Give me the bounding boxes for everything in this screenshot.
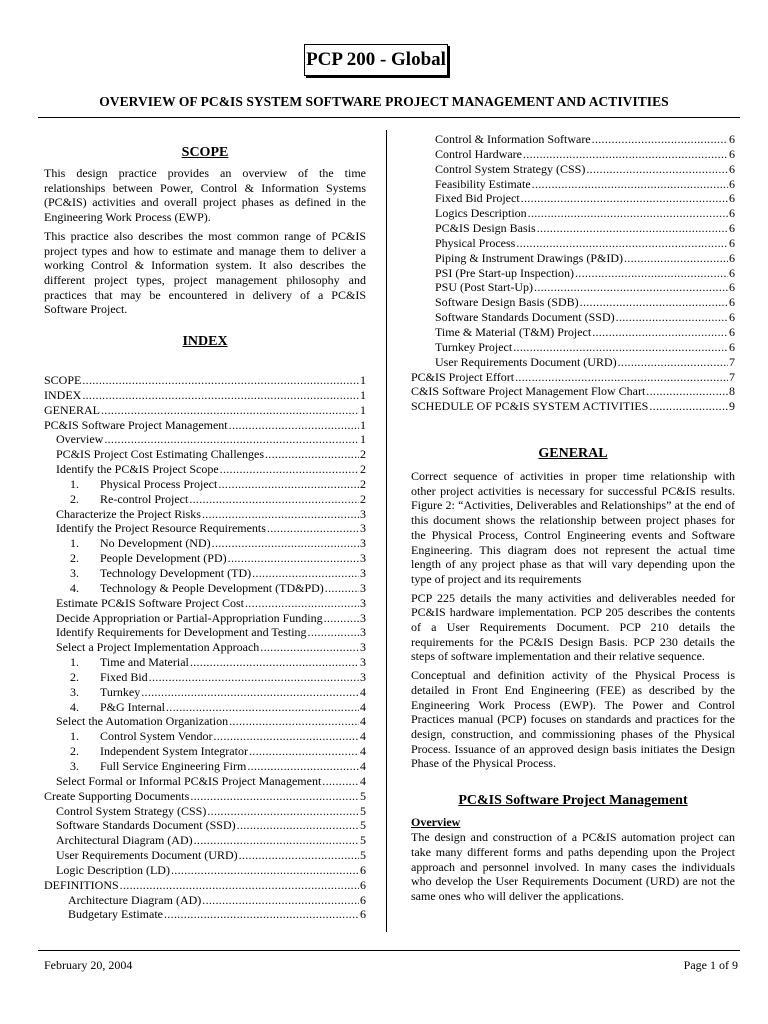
index-entry-number: 2.: [70, 551, 79, 566]
index-entry-title: Technology & People Development (TD&PD): [100, 580, 324, 595]
index-entry[interactable]: [44, 789, 366, 804]
left-column: [44, 145, 366, 922]
overview-subheading: Overview: [411, 815, 461, 830]
top-rule: [38, 117, 740, 118]
index-leader-dots: [171, 863, 359, 878]
general-paragraph-2: PCP 225 details the many activities and deliverables needed for PC&IS hardware implementation. PCP 205 describes the contents of a User Requirements Document. PCP 210 details the requirements for the PC&IS Design Basis. PCP 230 details the steps of software implementation and their relative sequence.: [411, 590, 735, 664]
index-leader-dots: [212, 536, 359, 551]
index-entry[interactable]: [411, 370, 735, 385]
index-list-right: [411, 132, 735, 414]
index-entry[interactable]: [411, 236, 735, 251]
index-entry[interactable]: [44, 878, 366, 893]
index-entry[interactable]: [44, 447, 366, 462]
overview-paragraph: The design and construction of a PC&IS automation project can take many different forms and paths depending upon the Project approach and personnel involved. In many cases the individuals who develop the User Requirements Document (URD) are not the same ones who will deliver the applications.: [411, 830, 735, 903]
index-leader-dots: [537, 221, 728, 236]
index-entry-page: 6: [729, 176, 735, 191]
index-entry-title: Identify Requirements for Development and Testing: [56, 625, 307, 640]
index-leader-dots: [164, 907, 359, 922]
index-entry-title: Fixed Bid: [100, 669, 148, 684]
index-leader-dots: [239, 848, 359, 863]
index-entry[interactable]: [44, 729, 366, 744]
index-entry-page: 6: [729, 146, 735, 161]
index-entry-page: 6: [729, 221, 735, 236]
index-entry-page: 4: [360, 699, 366, 714]
index-entry-page: 2: [360, 462, 366, 477]
index-leader-dots: [521, 191, 728, 206]
index-entry[interactable]: [44, 685, 366, 700]
index-entry-title: Software Standards Document (SSD): [56, 818, 236, 833]
index-entry-page: 6: [729, 324, 735, 339]
index-entry-title: PC&IS Project Cost Estimating Challenges: [56, 447, 264, 462]
index-leader-dots: [194, 833, 359, 848]
index-entry-page: 3: [360, 640, 366, 655]
index-entry-title: Re-control Project: [100, 491, 189, 506]
index-entry[interactable]: [411, 280, 735, 295]
index-entry-title: Budgetary Estimate: [68, 907, 163, 922]
index-entry[interactable]: [44, 507, 366, 522]
index-entry-page: 6: [360, 892, 366, 907]
index-entry-title: PSI (Pre Start-up Inspection): [435, 265, 574, 280]
index-entry-title: User Requirements Document (URD): [435, 354, 617, 369]
index-entry[interactable]: [411, 162, 735, 177]
index-entry-page: 5: [360, 788, 366, 803]
index-entry-title: GENERAL: [44, 402, 100, 417]
index-leader-dots: [528, 206, 728, 221]
scope-paragraph-1: This design practice provides an overview of the time relationships between Power, Control & Information Systems (PC&IS) activities and overall project phases as defined in the Engineering Work Process (EWP).: [44, 166, 366, 225]
general-heading: GENERAL: [538, 446, 608, 462]
footer-rule: [38, 950, 740, 951]
index-leader-dots: [267, 521, 359, 536]
index-entry-title: PC&IS Project Effort: [411, 369, 515, 384]
index-entry-page: 3: [360, 625, 366, 640]
index-entry-page: 6: [729, 206, 735, 221]
index-entry-number: 4.: [70, 580, 79, 595]
index-entry-title: Control System Strategy (CSS): [56, 803, 207, 818]
index-entry[interactable]: [411, 132, 735, 147]
index-entry-title: Logic Description (LD): [56, 862, 170, 877]
index-entry[interactable]: [44, 566, 366, 581]
index-leader-dots: [649, 399, 728, 414]
index-entry-page: 4: [360, 684, 366, 699]
index-entry[interactable]: [411, 177, 735, 192]
index-entry[interactable]: [44, 388, 366, 403]
index-entry-page: 6: [360, 907, 366, 922]
index-entry-number: 2.: [70, 491, 79, 506]
index-entry[interactable]: [44, 714, 366, 729]
index-entry[interactable]: [44, 907, 366, 922]
index-entry-title: Logics Description: [435, 206, 527, 221]
index-entry[interactable]: [44, 373, 366, 388]
index-leader-dots: [190, 789, 359, 804]
index-entry-title: User Requirements Document (URD): [56, 848, 238, 863]
project-management-heading: PC&IS Software Project Management: [458, 793, 688, 809]
index-entry[interactable]: [411, 266, 735, 281]
index-leader-dots: [104, 432, 359, 447]
index-entry-title: Decide Appropriation or Partial-Appropriation Funding: [56, 610, 323, 625]
index-leader-dots: [245, 596, 359, 611]
index-entry[interactable]: [44, 536, 366, 551]
index-entry-title: PC&IS Software Project Management: [44, 417, 228, 432]
index-leader-dots: [618, 355, 728, 370]
index-entry-page: 3: [360, 566, 366, 580]
index-entry-title: P&G Internal: [100, 699, 165, 714]
index-leader-dots: [120, 878, 359, 893]
index-entry-page: 1: [360, 432, 366, 447]
index-entry-title: C&IS Software Project Management Flow Chart: [411, 384, 646, 399]
index-entry[interactable]: [411, 251, 735, 266]
index-entry[interactable]: [44, 596, 366, 611]
index-entry-number: 1.: [70, 729, 79, 744]
index-entry-page: 3: [360, 536, 366, 551]
index-entry-title: Select Formal or Informal PC&IS Project Management: [56, 773, 322, 788]
index-entry-title: SCHEDULE OF PC&IS SYSTEM ACTIVITIES: [411, 399, 649, 414]
index-leader-dots: [260, 640, 359, 655]
index-entry-title: Turnkey: [100, 684, 141, 699]
index-entry-page: 4: [360, 729, 366, 744]
index-entry-page: 4: [360, 744, 366, 759]
index-entry-page: 1: [360, 402, 366, 417]
index-entry[interactable]: [44, 611, 366, 626]
index-leader-dots: [237, 818, 359, 833]
index-leader-dots: [247, 759, 359, 774]
index-leader-dots: [523, 147, 728, 162]
index-entry[interactable]: [411, 399, 735, 414]
index-entry-page: 5: [360, 848, 366, 863]
index-leader-dots: [202, 893, 359, 908]
index-entry-page: 3: [360, 655, 366, 670]
index-entry-number: 3.: [70, 758, 79, 773]
index-leader-dots: [516, 236, 728, 251]
index-entry-title: SCOPE: [44, 373, 82, 388]
index-leader-dots: [515, 370, 728, 385]
index-leader-dots: [229, 714, 359, 729]
right-column: [411, 132, 735, 904]
index-leader-dots: [532, 177, 728, 192]
index-entry[interactable]: [44, 403, 366, 418]
index-entry-number: 1.: [70, 536, 79, 551]
index-entry[interactable]: [44, 700, 366, 715]
index-entry-page: 3: [360, 610, 366, 625]
index-leader-dots: [534, 280, 728, 295]
index-entry-number: 2.: [70, 669, 79, 684]
index-leader-dots: [575, 266, 728, 281]
index-entry[interactable]: [411, 206, 735, 221]
index-leader-dots: [82, 373, 359, 388]
index-entry[interactable]: [44, 551, 366, 566]
index-entry[interactable]: [44, 774, 366, 789]
index-entry[interactable]: [44, 833, 366, 848]
index-leader-dots: [207, 804, 359, 819]
general-paragraph-3: Conceptual and definition activity of the Physical Process is detailed in Front End Engineering (FEE) as described by the Engineering Work Process (EWP). The Power and Control Practices manual (PCP) focuses on standards and practices for the design, construction, and commissioning phases of the Physical Process. Issuance of an approved design basis initiates the Design Phase of the Physical Process.: [411, 668, 735, 771]
index-entry-page: 1: [360, 373, 366, 388]
index-leader-dots: [166, 700, 359, 715]
index-entry-page: 3: [360, 669, 366, 684]
index-leader-dots: [592, 325, 728, 340]
index-leader-dots: [624, 251, 728, 266]
index-entry-page: 5: [360, 803, 366, 818]
index-entry-page: 7: [729, 354, 735, 369]
index-entry-page: 6: [729, 191, 735, 206]
index-leader-dots: [616, 310, 728, 325]
index-entry-title: Physical Process Project: [100, 476, 218, 491]
index-entry-page: 6: [729, 161, 735, 176]
document-id-box: PCP 200 - Global: [304, 44, 448, 76]
index-leader-dots: [149, 670, 359, 685]
index-entry-title: Software Design Basis (SDB): [435, 295, 579, 310]
index-entry-page: 7: [729, 369, 735, 384]
index-entry-page: 6: [729, 132, 735, 146]
index-entry[interactable]: [44, 848, 366, 863]
index-entry-page: 6: [360, 862, 366, 877]
index-entry-page: 6: [729, 310, 735, 325]
index-entry-title: Software Standards Document (SSD): [435, 310, 615, 325]
scope-paragraph-2: This practice also describes the most common range of PC&IS project types and how to estimate and manage them to deliver a working Control & Information system. It also describes the different project types, project management philosophy and practices that may be encountered in delivery of a PC&IS Software Project.: [44, 228, 366, 317]
index-entry-title: Architecture Diagram (AD): [68, 892, 202, 907]
index-entry-title: Overview: [56, 432, 104, 447]
index-entry[interactable]: [411, 310, 735, 325]
index-entry-page: 8: [729, 384, 735, 399]
index-entry[interactable]: [44, 625, 366, 640]
index-entry-page: 3: [360, 551, 366, 566]
index-entry-page: 6: [729, 250, 735, 265]
index-entry-title: Identify the PC&IS Project Scope: [56, 462, 219, 477]
index-leader-dots: [141, 685, 359, 700]
index-entry-page: 3: [360, 506, 366, 521]
index-entry[interactable]: [44, 804, 366, 819]
index-heading: INDEX: [182, 334, 228, 350]
index-entry-title: PC&IS Design Basis: [435, 221, 536, 236]
index-entry-title: Select the Automation Organization: [56, 714, 229, 729]
index-entry-page: 2: [360, 447, 366, 462]
index-leader-dots: [101, 403, 359, 418]
index-leader-dots: [325, 581, 359, 596]
index-entry-title: Time & Material (T&M) Project: [435, 324, 592, 339]
index-entry-page: 3: [360, 595, 366, 610]
index-leader-dots: [228, 551, 359, 566]
index-entry-title: Select a Project Implementation Approach: [56, 640, 260, 655]
index-entry-page: 2: [360, 491, 366, 506]
index-entry-number: 1.: [70, 655, 79, 670]
index-entry[interactable]: [411, 384, 735, 399]
index-entry[interactable]: [44, 477, 366, 492]
index-entry-page: 3: [360, 580, 366, 595]
index-entry-title: Fixed Bid Project: [435, 191, 520, 206]
scope-heading: SCOPE: [181, 145, 229, 160]
index-leader-dots: [324, 611, 359, 626]
index-entry-page: 6: [729, 265, 735, 280]
index-entry-title: INDEX: [44, 387, 82, 402]
index-entry-title: Full Service Engineering Firm: [100, 758, 247, 773]
index-entry-title: Feasibility Estimate: [435, 176, 531, 191]
index-leader-dots: [265, 447, 359, 462]
index-entry-page: 9: [729, 399, 735, 414]
index-leader-dots: [249, 744, 359, 759]
index-entry-title: People Development (PD): [100, 551, 227, 566]
index-entry[interactable]: [44, 818, 366, 833]
index-leader-dots: [213, 729, 359, 744]
index-leader-dots: [190, 655, 359, 670]
index-entry-page: 5: [360, 833, 366, 848]
index-entry-title: Control Hardware: [435, 146, 522, 161]
index-leader-dots: [586, 162, 728, 177]
index-leader-dots: [82, 388, 359, 403]
index-entry-title: Piping & Instrument Drawings (P&ID): [435, 250, 623, 265]
index-entry-page: 6: [729, 339, 735, 354]
index-entry-page: 6: [729, 235, 735, 250]
document-title: OVERVIEW OF PC&IS SYSTEM SOFTWARE PROJECT MANAGEMENT AND ACTIVITIES: [99, 94, 669, 109]
index-entry-title: PSU (Post Start-Up): [435, 280, 534, 295]
index-entry-page: 3: [360, 521, 366, 536]
index-leader-dots: [229, 418, 359, 433]
footer-page-number: Page 1 of 9: [683, 958, 738, 972]
index-entry-page: 1: [360, 387, 366, 402]
index-entry-page: 2: [360, 476, 366, 491]
index-entry-title: Time and Material: [100, 655, 189, 670]
index-entry-page: 4: [360, 758, 366, 773]
index-entry[interactable]: [411, 221, 735, 236]
index-entry-page: 6: [729, 295, 735, 310]
index-leader-dots: [220, 462, 359, 477]
index-entry[interactable]: [44, 670, 366, 685]
index-leader-dots: [513, 340, 728, 355]
index-entry[interactable]: [44, 418, 366, 433]
index-entry-title: Control System Vendor: [100, 729, 213, 744]
index-entry[interactable]: [411, 191, 735, 206]
index-entry[interactable]: [411, 147, 735, 162]
index-entry[interactable]: [44, 655, 366, 670]
index-entry-page: 6: [360, 877, 366, 892]
index-entry-title: Independent System Integrator: [100, 744, 248, 759]
index-entry[interactable]: [411, 325, 735, 340]
index-entry[interactable]: [411, 355, 735, 370]
index-entry-page: 4: [360, 773, 366, 788]
index-entry-number: 2.: [70, 744, 79, 759]
index-entry[interactable]: [44, 432, 366, 447]
index-entry-title: Create Supporting Documents: [44, 788, 190, 803]
index-leader-dots: [646, 384, 728, 399]
index-entry[interactable]: [44, 521, 366, 536]
index-entry[interactable]: [411, 340, 735, 355]
index-leader-dots: [218, 477, 359, 492]
index-entry-page: 5: [360, 818, 366, 833]
index-entry[interactable]: [411, 295, 735, 310]
index-entry-title: Control & Information Software: [435, 132, 591, 146]
index-entry-title: Turnkey Project: [435, 339, 513, 354]
index-entry-title: DEFINITIONS: [44, 877, 119, 892]
column-divider: [386, 130, 387, 932]
index-list-left: [44, 373, 366, 922]
index-entry[interactable]: [44, 492, 366, 507]
index-entry-title: Characterize the Project Risks: [56, 506, 201, 521]
index-entry-number: 1.: [70, 476, 79, 491]
index-entry-number: 3.: [70, 684, 79, 699]
index-leader-dots: [580, 295, 728, 310]
index-entry[interactable]: [44, 863, 366, 878]
index-entry-title: Physical Process: [435, 235, 516, 250]
index-leader-dots: [592, 132, 728, 147]
general-paragraph-1: Correct sequence of activities in proper time relationship with other project activities is necessary for successful PC&IS results. Figure 2: “Activities, Deliverables and Relationships” at the end of this document shows the relationship between project phases for the Physical Process, Control Engineering events and Software Engineering. This diagram does not represent the actual time length of any project phase as that will vary depending upon the type of project and its requirements: [411, 469, 735, 586]
index-entry[interactable]: [44, 462, 366, 477]
index-entry-number: 4.: [70, 699, 79, 714]
index-leader-dots: [189, 492, 359, 507]
index-leader-dots: [308, 625, 359, 640]
footer-date: February 20, 2004: [44, 958, 133, 972]
index-entry-number: 3.: [70, 566, 79, 580]
index-entry-title: Estimate PC&IS Software Project Cost: [56, 595, 244, 610]
index-entry-page: 1: [360, 417, 366, 432]
index-entry-title: Architectural Diagram (AD): [56, 833, 193, 848]
index-entry-title: Identify the Project Resource Requirements: [56, 521, 266, 536]
index-entry[interactable]: [44, 581, 366, 596]
index-leader-dots: [252, 566, 359, 581]
index-leader-dots: [322, 774, 359, 789]
index-entry-title: Technology Development (TD): [100, 566, 252, 580]
index-entry-page: 6: [729, 280, 735, 295]
index-entry[interactable]: [44, 640, 366, 655]
index-entry-title: No Development (ND): [100, 536, 211, 551]
index-leader-dots: [202, 507, 359, 522]
index-entry[interactable]: [44, 744, 366, 759]
index-entry-title: Control System Strategy (CSS): [435, 161, 586, 176]
index-entry[interactable]: [44, 759, 366, 774]
index-entry[interactable]: [44, 893, 366, 908]
index-entry-page: 4: [360, 714, 366, 729]
